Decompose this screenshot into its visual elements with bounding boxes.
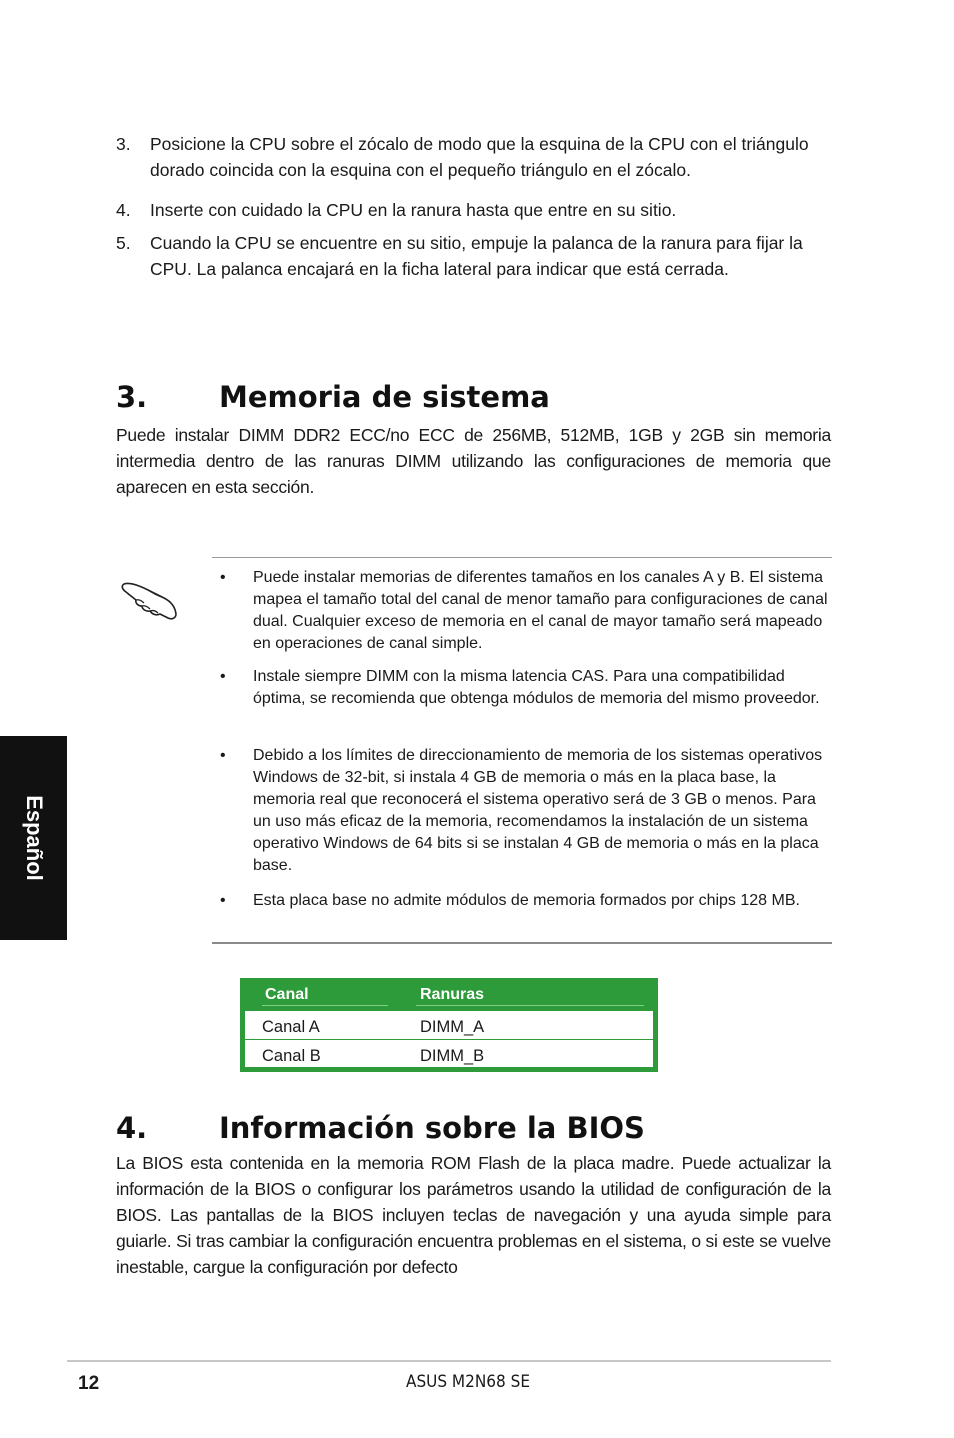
bullet-mark: • [220, 569, 226, 586]
bullet-mark: • [220, 747, 226, 764]
section-number: 4. [116, 1111, 148, 1145]
step-number: 4. [116, 200, 131, 220]
pointing-hand-icon [120, 578, 180, 622]
step-text: Posicione la CPU sobre el zócalo de modo que la esquina de la CPU con el triángulo dorado coincida con la esquina con el pequeño triángulo en el zócalo. [150, 134, 809, 180]
language-side-tab [0, 736, 67, 940]
note-top-rule [212, 557, 832, 558]
section-title: Memoria de sistema [219, 380, 550, 414]
header-underline [262, 1005, 388, 1006]
table-cell: Canal A [262, 1018, 320, 1036]
footer-rule [67, 1360, 831, 1362]
note-bullet [220, 890, 832, 912]
step-text: Inserte con cuidado la CPU en la ranura hasta que entre en su sitio. [150, 200, 677, 220]
table-cell: Canal B [262, 1047, 321, 1065]
bullet-text: Debido a los límites de direccionamiento de memoria de los sistemas operativos Windows de 32-bit, si instala 4 GB de memoria o más en la placa base, la memoria real que reconocerá el sistema operativo será de 3 GB o menos. Para un uso más eficaz de la memoria, recomendamos la instalación de un sistema operativo Windows de 64 bits si se instalan 4 GB de memoria o más en la placa base. [253, 747, 823, 874]
note-bullet [220, 567, 832, 655]
table-cell: DIMM_A [420, 1018, 485, 1036]
section-3-intro: Puede instalar DIMM DDR2 ECC/no ECC de 256MB, 512MB, 1GB y 2GB sin memoria intermedia dentro de las ranuras DIMM utilizando las configuraciones de memoria que aparecen en esta sección. [116, 425, 831, 497]
bullet-mark: • [220, 892, 226, 909]
bullet-text: Puede instalar memorias de diferentes tamaños en los canales A y B. El sistema mapea el tamaño total del canal de menor tamaño para configuraciones de canal dual. Cualquier exceso de memoria en el canal de mayor tamaño será mapeado en operaciones de canal simple. [253, 569, 828, 652]
table-cell: DIMM_B [420, 1047, 485, 1065]
note-bottom-rule [212, 942, 832, 944]
step-4 [116, 197, 836, 223]
bullet-text: Instale siempre DIMM con la misma latencia CAS. Para una compatibilidad óptima, se recomienda que obtenga módulos de memoria del mismo proveedor. [253, 668, 820, 707]
step-number: 3. [116, 134, 131, 154]
language-label: Español [21, 795, 47, 881]
note-bullet [220, 745, 832, 877]
table-header-ranuras: Ranuras [420, 986, 485, 1003]
step-number: 5. [116, 233, 131, 253]
footer-model: ASUS M2N68 SE [406, 1372, 530, 1392]
section-4-body: La BIOS esta contenida en la memoria ROM Flash de la placa madre. Puede actualizar la información de la BIOS o configurar los parámetros usando la utilidad de configuración de la BIOS. Las pantallas de la BIOS incluyen teclas de navegación y una ayuda simple para guiarle. Si tras cambiar la configuración encuentra problemas en el sistema, o si este se vuelve inestable, cargue la configuración por defecto [116, 1153, 831, 1277]
channel-table [240, 978, 658, 1072]
step-5 [116, 230, 836, 282]
row-divider [245, 1039, 653, 1040]
header-underline [416, 1005, 644, 1006]
step-text: Cuando la CPU se encuentre en su sitio, empuje la palanca de la ranura para fijar la CPU. La palanca encajará en la ficha lateral para indicar que está cerrada. [150, 233, 803, 279]
step-3 [116, 131, 836, 183]
table-header-canal: Canal [265, 986, 309, 1003]
section-number: 3. [116, 380, 148, 414]
note-bullet [220, 666, 832, 710]
page-number: 12 [78, 1373, 100, 1394]
section-title: Información sobre la BIOS [219, 1111, 645, 1145]
bullet-mark: • [220, 668, 226, 685]
bullet-text: Esta placa base no admite módulos de memoria formados por chips 128 MB. [253, 892, 800, 909]
section-4-heading [116, 1111, 645, 1145]
section-3-heading [116, 380, 550, 414]
